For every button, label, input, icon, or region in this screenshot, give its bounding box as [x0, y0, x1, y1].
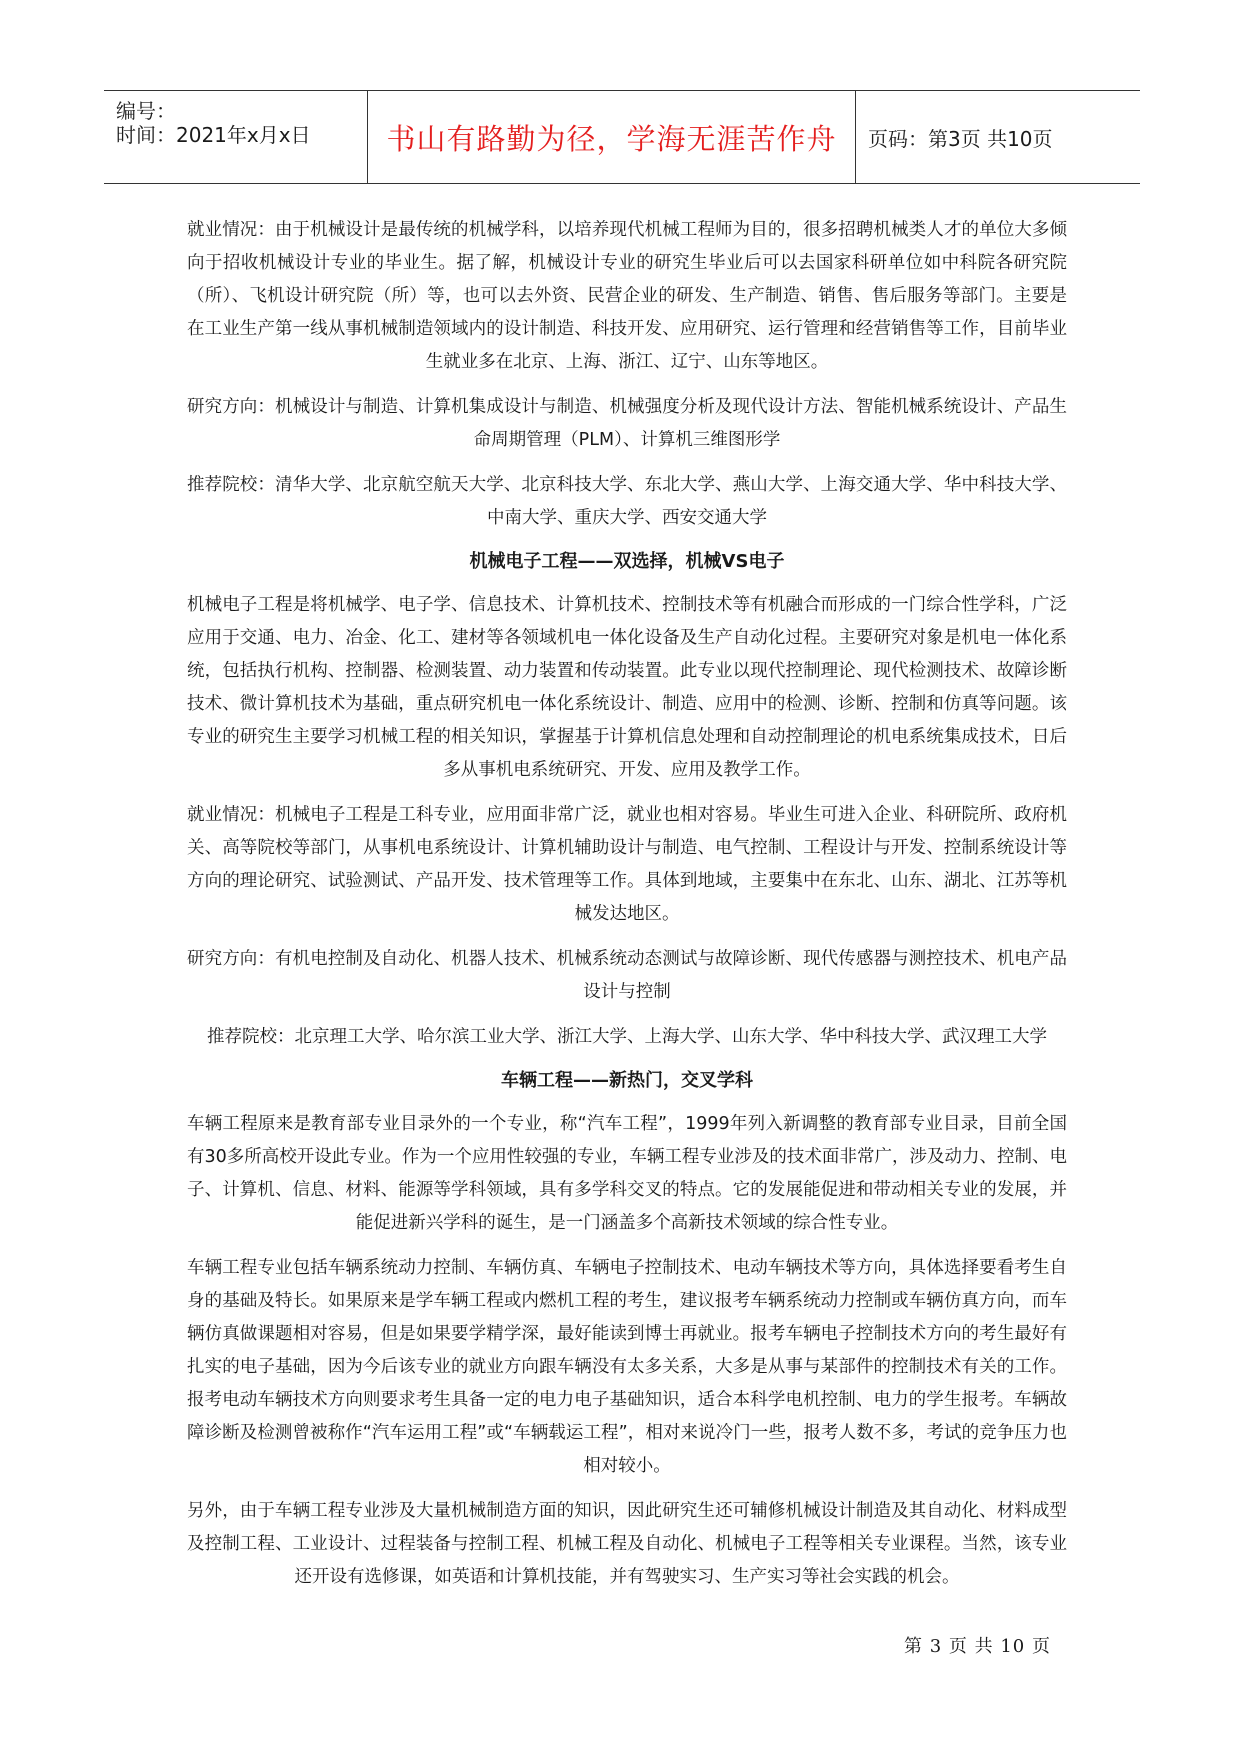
- section-heading: 车辆工程——新热门，交叉学科: [501, 1070, 753, 1091]
- time-label: 时间：2021年x月x日: [116, 123, 311, 147]
- header-motto-cell: [368, 91, 856, 183]
- serial-label: 编号：: [116, 99, 176, 123]
- body-paragraph: 推荐院校：清华大学、北京航空航天大学、北京科技大学、东北大学、燕山大学、上海交通大学、华中科技大学、中南大学、重庆大学、西安交通大学: [187, 475, 1067, 528]
- header-left-cell: [104, 91, 368, 183]
- body-paragraph: 车辆工程专业包括车辆系统动力控制、车辆仿真、车辆电子控制技术、电动车辆技术等方向，具体选择要看考生自身的基础及特长。如果原来是学车辆工程或内燃机工程的考生，建议报考车辆系统动力控制或车辆仿真方向，而车辆仿真做课题相对容易，但是如果要学精学深，最好能读到博士再就业。报考车辆电子控制技术方向的考生最好有扎实的电子基础，因为今后该专业的就业方向跟车辆没有太多关系，大多是从事与某部件的控制技术有关的工作。报考电动车辆技术方向则要求考生具备一定的电力电子基础知识，适合本科学电机控制、电力的学生报考。车辆故障诊断及检测曾被称作“汽车运用工程”或“车辆载运工程”，相对来说冷门一些，报考人数不多，考试的竞争压力也相对较小。: [187, 1258, 1067, 1476]
- body-paragraph: 车辆工程原来是教育部专业目录外的一个专业，称“汽车工程”，1999年列入新调整的教育部专业目录，目前全国有30多所高校开设此专业。作为一个应用性较强的专业，车辆工程专业涉及的技术面非常广，涉及动力、控制、电子、计算机、信息、材料、能源等学科领域，具有多学科交叉的特点。它的发展能促进和带动相关专业的发展，并能促进新兴学科的诞生，是一门涵盖多个高新技术领域的综合性专业。: [187, 1114, 1067, 1233]
- body-paragraph: 就业情况：由于机械设计是最传统的机械学科，以培养现代机械工程师为目的，很多招聘机械类人才的单位大多倾向于招收机械设计专业的毕业生。据了解，机械设计专业的研究生毕业后可以去国家科研单位如中科院各研究院（所）、飞机设计研究院（所）等，也可以去外资、民营企业的研发、生产制造、销售、售后服务等部门。主要是在工业生产第一线从事机械制造领域内的设计制造、科技开发、应用研究、运行管理和经营销售等工作，目前毕业生就业多在北京、上海、浙江、辽宁、山东等地区。: [187, 220, 1067, 372]
- body-paragraph: 推荐院校：北京理工大学、哈尔滨工业大学、浙江大学、上海大学、山东大学、华中科技大学、武汉理工大学: [207, 1027, 1047, 1047]
- body-paragraph: 研究方向：有机电控制及自动化、机器人技术、机械系统动态测试与故障诊断、现代传感器与测控技术、机电产品设计与控制: [187, 949, 1067, 1002]
- body-paragraph: 研究方向：机械设计与制造、计算机集成设计与制造、机械强度分析及现代设计方法、智能机械系统设计、产品生命周期管理（PLM）、计算机三维图形学: [187, 397, 1067, 450]
- section-heading: 机械电子工程——双选择，机械VS电子: [469, 551, 785, 572]
- document-body: [187, 214, 1067, 1606]
- motto-text: 书山有路勤为径，学海无涯苦作舟: [386, 121, 837, 156]
- page-header: [104, 90, 1140, 184]
- page-footer: 第 3 页 共 10 页: [904, 1636, 1051, 1657]
- page-code: 页码：第3页 共10页: [868, 126, 1053, 151]
- body-paragraph: 机械电子工程是将机械学、电子学、信息技术、计算机技术、控制技术等有机融合而形成的一门综合性学科，广泛应用于交通、电力、冶金、化工、建材等各领域机电一体化设备及生产自动化过程。主要研究对象是机电一体化系统，包括执行机构、控制器、检测装置、动力装置和传动装置。此专业以现代控制理论、现代检测技术、故障诊断技术、微计算机技术为基础，重点研究机电一体化系统设计、制造、应用中的检测、诊断、控制和仿真等问题。该专业的研究生主要学习机械工程的相关知识，掌握基于计算机信息处理和自动控制理论的机电系统集成技术，日后多从事机电系统研究、开发、应用及教学工作。: [187, 595, 1067, 780]
- body-paragraph: 就业情况：机械电子工程是工科专业，应用面非常广泛，就业也相对容易。毕业生可进入企业、科研院所、政府机关、高等院校等部门，从事机电系统设计、计算机辅助设计与制造、电气控制、工程设计与开发、控制系统设计等方向的理论研究、试验测试、产品开发、技术管理等工作。具体到地域，主要集中在东北、山东、湖北、江苏等机械发达地区。: [187, 805, 1067, 924]
- body-paragraph: 另外，由于车辆工程专业涉及大量机械制造方面的知识，因此研究生还可辅修机械设计制造及其自动化、材料成型及控制工程、工业设计、过程装备与控制工程、机械工程及自动化、机械电子工程等相关专业课程。当然，该专业还开设有选修课，如英语和计算机技能，并有驾驶实习、生产实习等社会实践的机会。: [187, 1501, 1067, 1587]
- header-page-cell: [856, 91, 1140, 183]
